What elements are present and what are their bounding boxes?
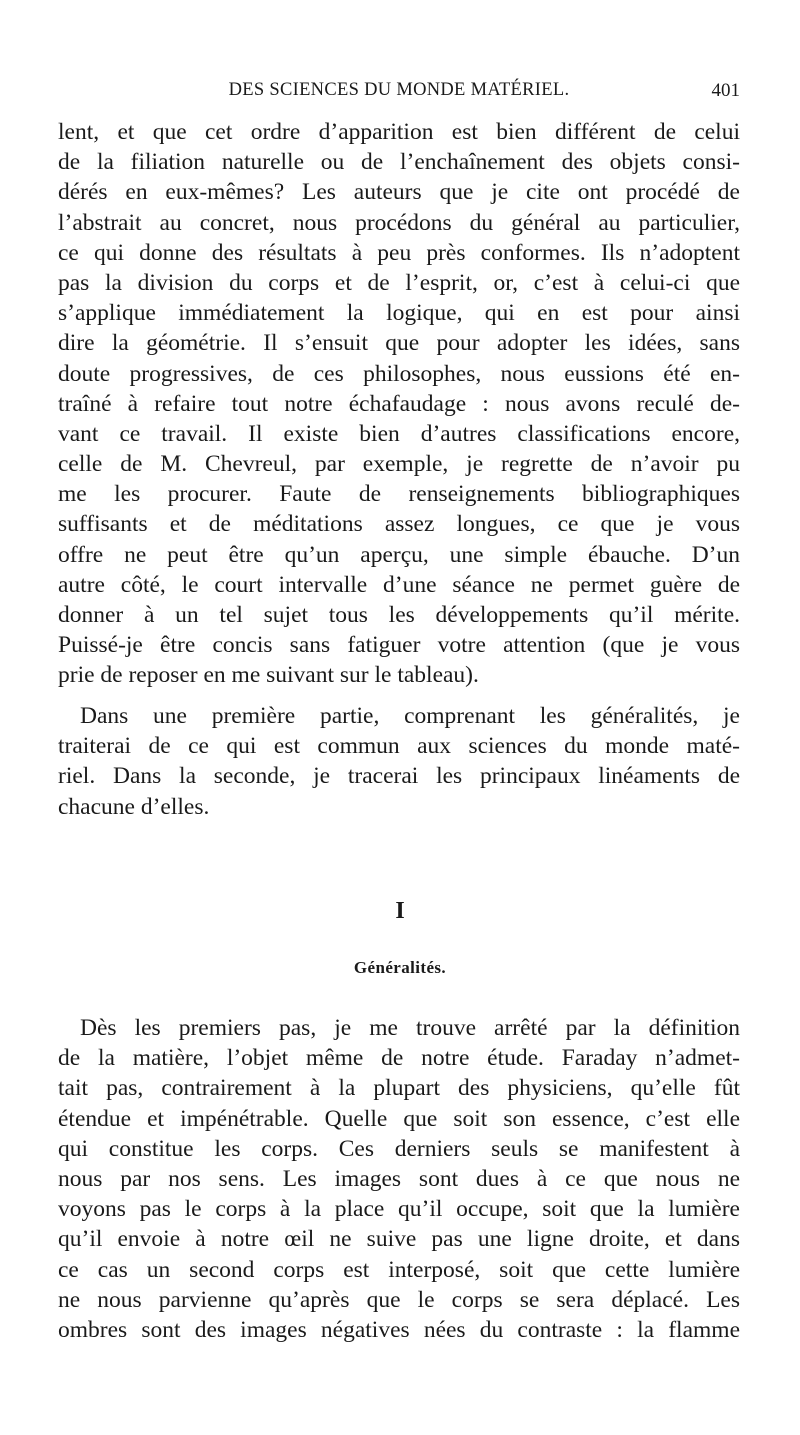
text-line: traîné à refaire tout notre échafaudage : nous avons reculé de- — [58, 390, 740, 417]
text-line: nous par nos sens. Les images sont dues à ce que nous ne — [58, 1165, 740, 1192]
running-header — [58, 76, 740, 106]
text-line: lent, et que cet ordre d’apparition est bien différent de celui — [58, 119, 740, 145]
paragraph-3 — [58, 1013, 740, 1345]
text-line: me les procurer. Faute de renseignements bibliographiques — [58, 481, 740, 508]
text-line: dérés en eux-mêmes? Les auteurs que je cite ont procédé de — [58, 179, 740, 206]
text-line: Puissé-je être concis sans fatiguer votre attention (que je vous — [58, 632, 740, 659]
text-line: pas la division du corps et de l’esprit, or, c’est à celui-ci que — [58, 269, 740, 296]
text-line: Dès les premiers pas, je me trouve arrêté par la définition — [80, 1015, 740, 1041]
text-line: autre côté, le court intervalle d’une séance ne permet guère de — [58, 571, 740, 598]
text-line: s’applique immédiatement la logique, qui en est pour ainsi — [58, 300, 740, 327]
text-line: suffisants et de méditations assez longues, ce que je vous — [58, 511, 740, 538]
text-line: vant ce travail. Il existe bien d’autres classifications encore, — [58, 420, 740, 447]
text-line: de la filiation naturelle ou de l’enchaînement des objets consi- — [58, 149, 740, 176]
text-line: ne nous parvienne qu’après que le corps se sera déplacé. Les — [58, 1286, 740, 1313]
text-line: voyons pas le corps à la place qu’il occupe, soit que la lumière — [58, 1196, 740, 1223]
text-line: riel. Dans la seconde, je tracerai les principaux linéaments de — [58, 763, 740, 790]
text-line: dire la géométrie. Il s’ensuit que pour adopter les idées, sans — [58, 330, 740, 357]
text-line: Dans une première partie, comprenant les généralités, je — [80, 703, 740, 729]
text-line: doute progressives, de ces philosophes, nous eussions été en- — [58, 360, 740, 387]
text-line: celle de M. Chevreul, par exemple, je regrette de n’avoir pu — [58, 451, 740, 478]
text-line: qui constitue les corps. Ces derniers seuls se manifestent à — [58, 1135, 740, 1162]
text-line: ce cas un second corps est interposé, soit que cette lumière — [58, 1256, 740, 1283]
text-line: traiterai de ce qui est commun aux sciences du monde maté- — [58, 733, 740, 760]
text-line: tait pas, contrairement à la plupart des physiciens, qu’elle fût — [58, 1075, 740, 1102]
paragraph-1 — [58, 117, 740, 691]
text-line: ombres sont des images négatives nées du contraste : la flamme — [58, 1316, 740, 1343]
text-line: de la matière, l’objet même de notre étude. Faraday n’admet- — [58, 1045, 740, 1072]
text-line: qu’il envoie à notre œil ne suive pas une ligne droite, et dans — [58, 1226, 740, 1253]
page-number: 401 — [711, 80, 740, 101]
section-numeral: I — [395, 898, 405, 924]
text-line: l’abstrait au concret, nous procédons du général au particulier, — [58, 209, 740, 236]
section-title: Généralités. — [353, 958, 447, 977]
text-line: chacune d’elles. — [58, 793, 210, 820]
running-title: DES SCIENCES DU MONDE MATÉRIEL. — [228, 80, 570, 100]
text-line: prie de reposer en me suivant sur le tableau). — [58, 662, 479, 689]
text-line: étendue et impénétrable. Quelle que soit son essence, c’est elle — [58, 1105, 740, 1132]
text-line: ce qui donne des résultats à peu près conformes. Ils n’adoptent — [58, 239, 740, 266]
paragraph-2 — [58, 701, 740, 822]
text-line: offre ne peut être qu’un aperçu, une simple ébauche. D’un — [58, 541, 740, 568]
text-line: donner à un tel sujet tous les développements qu’il mérite. — [58, 602, 740, 628]
